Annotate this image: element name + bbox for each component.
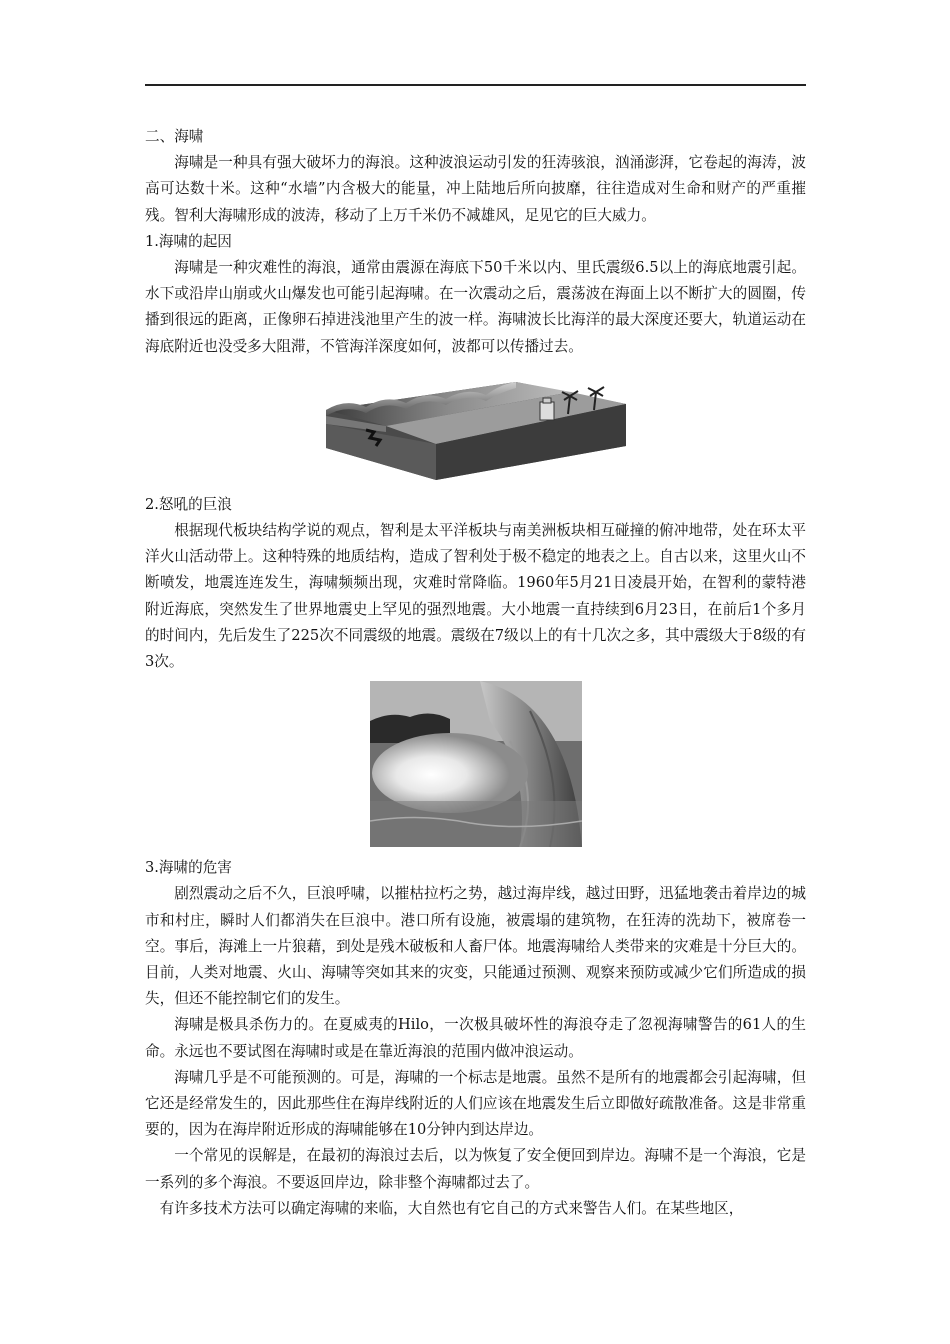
hazards-paragraph-3: 海啸几乎是不可能预测的。可是，海啸的一个标志是地震。虽然不是所有的地震都会引起海啸，但它还是经常发生的，因此那些住在海岸线附近的人们应该在地震发生后立即做好疏散准备。这是非常重要的，因为在海岸附近形成的海啸能够在10分钟内到达岸边。 bbox=[145, 1068, 806, 1139]
giant-waves-paragraph: 根据现代板块结构学说的观点，智利是太平洋板块与南美洲板块相互碰撞的俯冲地带，处在环太平洋火山活动带上。这种特殊的地质结构，造成了智利处于极不稳定的地表之上。自古以来，这里火山不断喷发，地震连连发生，海啸频频出现，灾难时常降临。1960年5月21日凌晨开始，在智利的蒙特港附近海底，突然发生了世界地震史上罕见的强烈地震。大小地震一直持续到6月23日，在前后1个多月的时间内，先后发生了225次不同震级的地震。震级在7级以上的有十几次之多，其中震级大于8级的有3次。 bbox=[145, 522, 806, 671]
subsection-title-hazards: 3.海啸的危害 bbox=[145, 859, 232, 877]
hazards-paragraph-5: 有许多技术方法可以确定海啸的来临，大自然也有它自己的方式来警告人们。在某些地区， bbox=[159, 1199, 744, 1217]
intro-paragraph: 海啸是一种具有强大破坏力的海浪。这种波浪运动引发的狂涛骇浪，汹涌澎湃，它卷起的海涛，波高可达数十米。这种“水墙”内含极大的能量，冲上陆地后所向披靡，往往造成对生命和财产的严重摧残。智利大海啸形成的波涛，移动了上万千米仍不减雄风，足见它的巨大威力。 bbox=[145, 154, 806, 224]
hazards-paragraph-2: 海啸是极具杀伤力的。在夏威夷的Hilo，一次极具破坏性的海浪夺走了忽视海啸警告的61人的生命。永远也不要试图在海啸时或是在靠近海浪的范围内做冲浪运动。 bbox=[145, 1016, 806, 1060]
section-title: 二、海啸 bbox=[145, 128, 204, 145]
causes-paragraph: 海啸是一种灾难性的海浪，通常由震源在海底下50千米以内、里氏震级6.5以上的海底地震引起。水下或沿岸山崩或火山爆发也可能引起海啸。在一次震动之后，震荡波在海面上以不断扩大的圆圈，传播到很远的距离，正像卵石掉进浅池里产生的波一样。海啸波长比海洋的最大深度还要大，轨道运动在海底附近也没受多大阻滞，不管海洋深度如何，波都可以传播过去。 bbox=[145, 259, 806, 355]
header-rule bbox=[145, 84, 806, 86]
tsunami-diagram bbox=[326, 374, 626, 480]
document-body bbox=[145, 124, 806, 1222]
hazards-paragraph-4: 一个常见的误解是，在最初的海浪过去后，以为恢复了安全便回到岸边。海啸不是一个海浪，它是一系列的多个海浪。不要返回岸边，除非整个海啸都过去了。 bbox=[145, 1147, 806, 1191]
subsection-title-giant-waves: 2.怒吼的巨浪 bbox=[145, 495, 232, 513]
subsection-title-causes: 1.海啸的起因 bbox=[145, 232, 232, 250]
hazards-paragraph-1: 剧烈震动之后不久，巨浪呼啸，以摧枯拉朽之势，越过海岸线，越过田野，迅猛地袭击着岸边的城市和村庄，瞬时人们都消失在巨浪中。港口所有设施，被震塌的建筑物，在狂涛的洗劫下，被席卷一空。事后，海滩上一片狼藉，到处是残木破板和人畜尸体。地震海啸给人类带来的灾难是十分巨大的。目前，人类对地震、火山、海啸等突如其来的灾变，只能通过预测、观察来预防或减少它们所造成的损失，但还不能控制它们的发生。 bbox=[145, 885, 806, 1008]
wave-photo bbox=[370, 681, 582, 847]
